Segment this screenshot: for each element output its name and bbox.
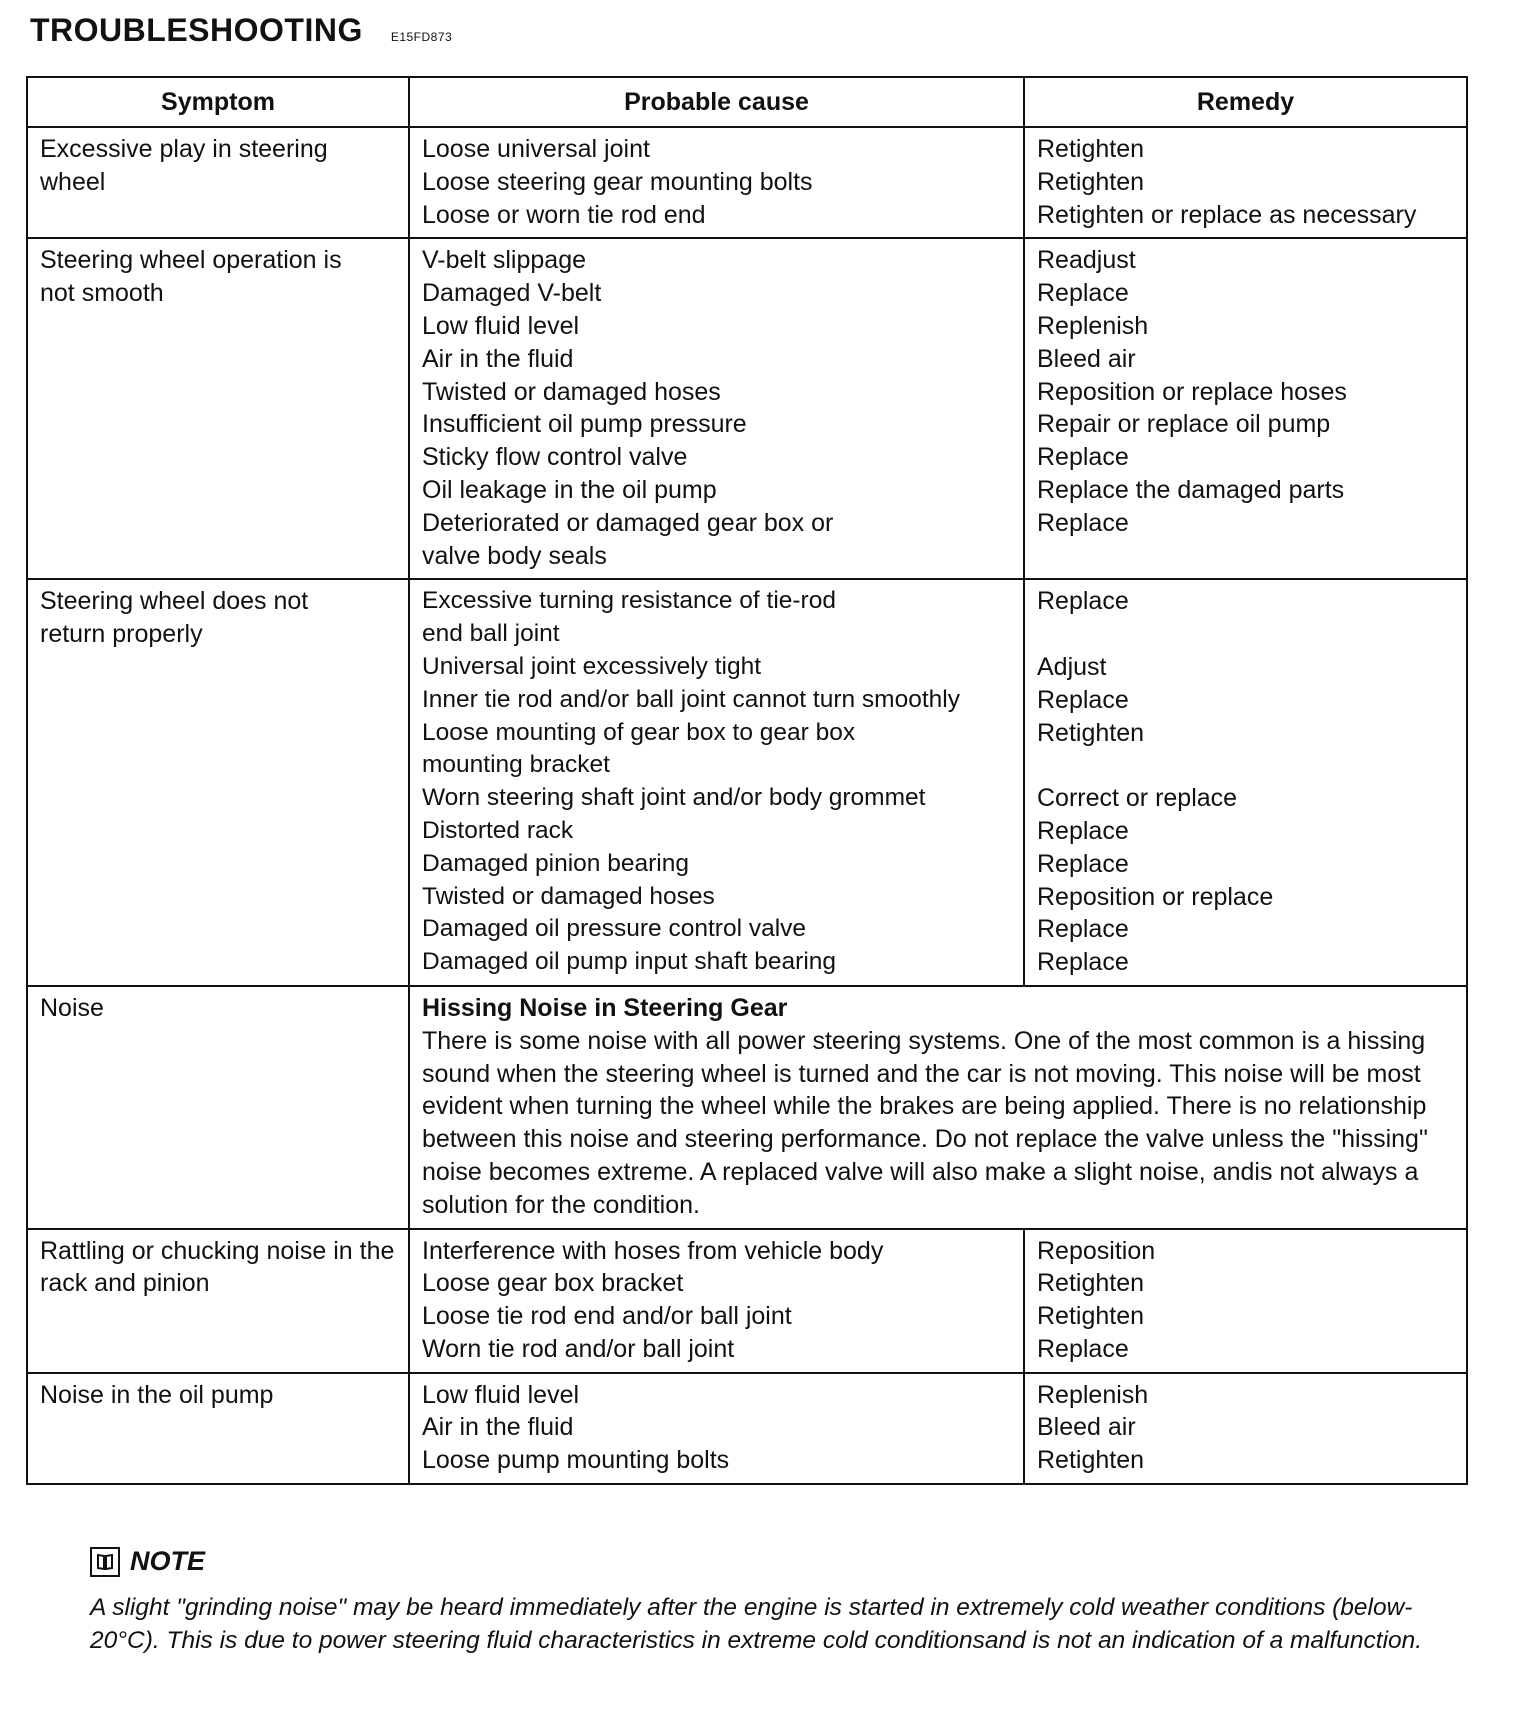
- remedy-cell: [1024, 1229, 1467, 1373]
- symptom-cell: Noise in the oil pump: [27, 1373, 409, 1484]
- remedy-line: Reposition or replace: [1037, 882, 1274, 911]
- table-row: [27, 1373, 1467, 1484]
- remedy-line: Reposition: [1037, 1236, 1156, 1265]
- table-row: [27, 986, 1467, 1229]
- cause-line: Loose universal joint: [422, 135, 650, 163]
- remedy-line: [1037, 618, 1454, 651]
- cause-cell: [409, 579, 1024, 986]
- symptom-cell: Excessive play in steering wheel: [27, 127, 409, 238]
- table-header-row: [27, 77, 1467, 127]
- header-remedy: Remedy: [1024, 77, 1467, 127]
- cause-line: V-belt slippage: [422, 246, 587, 275]
- table-row: [27, 127, 1467, 238]
- cause-line: Inner tie rod and/or ball joint cannot turn smoothly: [422, 685, 960, 713]
- cause-line: Damaged V-belt: [422, 279, 602, 308]
- remedy-line: Retighten: [1037, 1446, 1145, 1475]
- remedy-line: Replace: [1037, 1334, 1129, 1363]
- cause-cell: [409, 127, 1024, 238]
- cause-line: Worn steering shaft joint and/or body grommet: [422, 784, 926, 812]
- cause-line: end ball joint: [422, 620, 560, 648]
- remedy-line: Repair or replace oil pump: [1037, 410, 1331, 439]
- note-label: NOTE: [130, 1546, 206, 1576]
- remedy-line: Replenish: [1037, 311, 1149, 340]
- remedy-line: Replenish: [1037, 1380, 1149, 1409]
- header-probable-cause: Probable cause: [409, 77, 1024, 127]
- cause-line: Loose tie rod end and/or ball joint: [422, 1302, 792, 1331]
- noise-description-cell: [409, 986, 1467, 1229]
- remedy-line: Replace: [1037, 849, 1129, 878]
- table-row: [27, 1229, 1467, 1373]
- remedy-line: Replace: [1037, 508, 1129, 537]
- troubleshooting-table: [26, 76, 1468, 1485]
- noise-heading: Hissing Noise in Steering Gear: [422, 993, 788, 1022]
- remedy-line: Retighten or replace as necessary: [1037, 200, 1417, 229]
- cause-line: Loose steering gear mounting bolts: [422, 167, 813, 196]
- remedy-line: Retighten: [1037, 135, 1145, 163]
- cause-line: Excessive turning resistance of tie-rod: [422, 587, 836, 615]
- cause-line: Oil leakage in the oil pump: [422, 475, 717, 504]
- remedy-line: Bleed air: [1037, 1413, 1136, 1442]
- remedy-line: Retighten: [1037, 1269, 1145, 1298]
- remedy-line: Replace the damaged parts: [1037, 475, 1345, 504]
- cause-line: Loose or worn tie rod end: [422, 200, 706, 229]
- remedy-line: Retighten: [1037, 1302, 1145, 1331]
- table-row: [27, 579, 1467, 986]
- remedy-cell: [1024, 127, 1467, 238]
- page-header: [30, 12, 452, 49]
- remedy-line: Adjust: [1037, 652, 1107, 681]
- cause-cell: [409, 1373, 1024, 1484]
- cause-line: Deteriorated or damaged gear box or: [422, 508, 834, 537]
- cause-line: Insufficient oil pump pressure: [422, 410, 747, 439]
- cause-line: Twisted or damaged hoses: [422, 882, 715, 910]
- cause-line: Distorted rack: [422, 816, 574, 844]
- remedy-cell: [1024, 579, 1467, 986]
- note-header: [90, 1546, 1470, 1577]
- remedy-line: [1037, 540, 1454, 573]
- remedy-line: Replace: [1037, 279, 1129, 308]
- header-symptom: Symptom: [27, 77, 409, 127]
- cause-line: Damaged pinion bearing: [422, 849, 689, 877]
- cause-line: Air in the fluid: [422, 344, 574, 373]
- cause-cell: [409, 238, 1024, 579]
- cause-line: Loose pump mounting bolts: [422, 1446, 730, 1475]
- cause-line: Damaged oil pressure control valve: [422, 915, 807, 943]
- remedy-line: Retighten: [1037, 718, 1145, 747]
- remedy-cell: [1024, 1373, 1467, 1484]
- cause-line: valve body seals: [422, 541, 607, 570]
- cause-line: mounting bracket: [422, 751, 610, 779]
- cause-line: Interference with hoses from vehicle body: [422, 1236, 884, 1265]
- symptom-cell: Steering wheel does not return properly: [27, 579, 409, 986]
- cause-line: Air in the fluid: [422, 1413, 574, 1442]
- cause-line: Loose gear box bracket: [422, 1269, 684, 1298]
- remedy-cell: [1024, 238, 1467, 579]
- symptom-cell: Rattling or chucking noise in the rack and pinion: [27, 1229, 409, 1373]
- cause-line: Low fluid level: [422, 311, 580, 340]
- cause-line: Low fluid level: [422, 1380, 580, 1409]
- remedy-line: Replace: [1037, 948, 1129, 977]
- note-section: [90, 1546, 1470, 1657]
- remedy-line: Replace: [1037, 587, 1129, 616]
- page-title: TROUBLESHOOTING: [30, 12, 363, 48]
- remedy-line: [1037, 749, 1454, 782]
- cause-cell: [409, 1229, 1024, 1373]
- cause-line: Worn tie rod and/or ball joint: [422, 1334, 735, 1363]
- cause-line: Universal joint excessively tight: [422, 652, 762, 680]
- remedy-line: Reposition or replace hoses: [1037, 377, 1347, 406]
- note-text: A slight "grinding noise" may be heard immediately after the engine is started in extremely cold weather conditions (below-20°C). This is due to power steering fluid characteristics in extreme cold conditionsand is not an indication of a malfunction.: [90, 1594, 1423, 1654]
- cause-line: Sticky flow control valve: [422, 443, 688, 472]
- remedy-line: Readjust: [1037, 246, 1136, 275]
- cause-line: Damaged oil pump input shaft bearing: [422, 948, 837, 976]
- book-icon: [90, 1547, 120, 1577]
- cause-line: Twisted or damaged hoses: [422, 377, 721, 406]
- remedy-line: Correct or replace: [1037, 784, 1238, 813]
- section-code: E15FD873: [390, 30, 453, 44]
- symptom-cell: Steering wheel operation is not smooth: [27, 238, 409, 579]
- remedy-line: Bleed air: [1037, 344, 1136, 373]
- cause-line: Loose mounting of gear box to gear box: [422, 718, 856, 746]
- remedy-line: Replace: [1037, 685, 1129, 714]
- remedy-line: Replace: [1037, 915, 1129, 944]
- remedy-line: Retighten: [1037, 167, 1145, 196]
- noise-text: There is some noise with all power steering systems. One of the most common is a hissing sound when the steering wheel is turned and the car is not moving. This noise will be most evident when turning the wheel while the brakes are being applied. There is no relationship between this noise and steering performance. Do not replace the valve unless the "hissing" noise becomes extreme. A replaced valve will also make a slight noise, andis not always a solution for the condition.: [422, 1026, 1428, 1219]
- symptom-cell: Noise: [27, 986, 409, 1229]
- book-icon-graphic: [95, 1552, 115, 1572]
- table-row: [27, 238, 1467, 579]
- remedy-line: Replace: [1037, 443, 1129, 472]
- remedy-line: Replace: [1037, 816, 1129, 845]
